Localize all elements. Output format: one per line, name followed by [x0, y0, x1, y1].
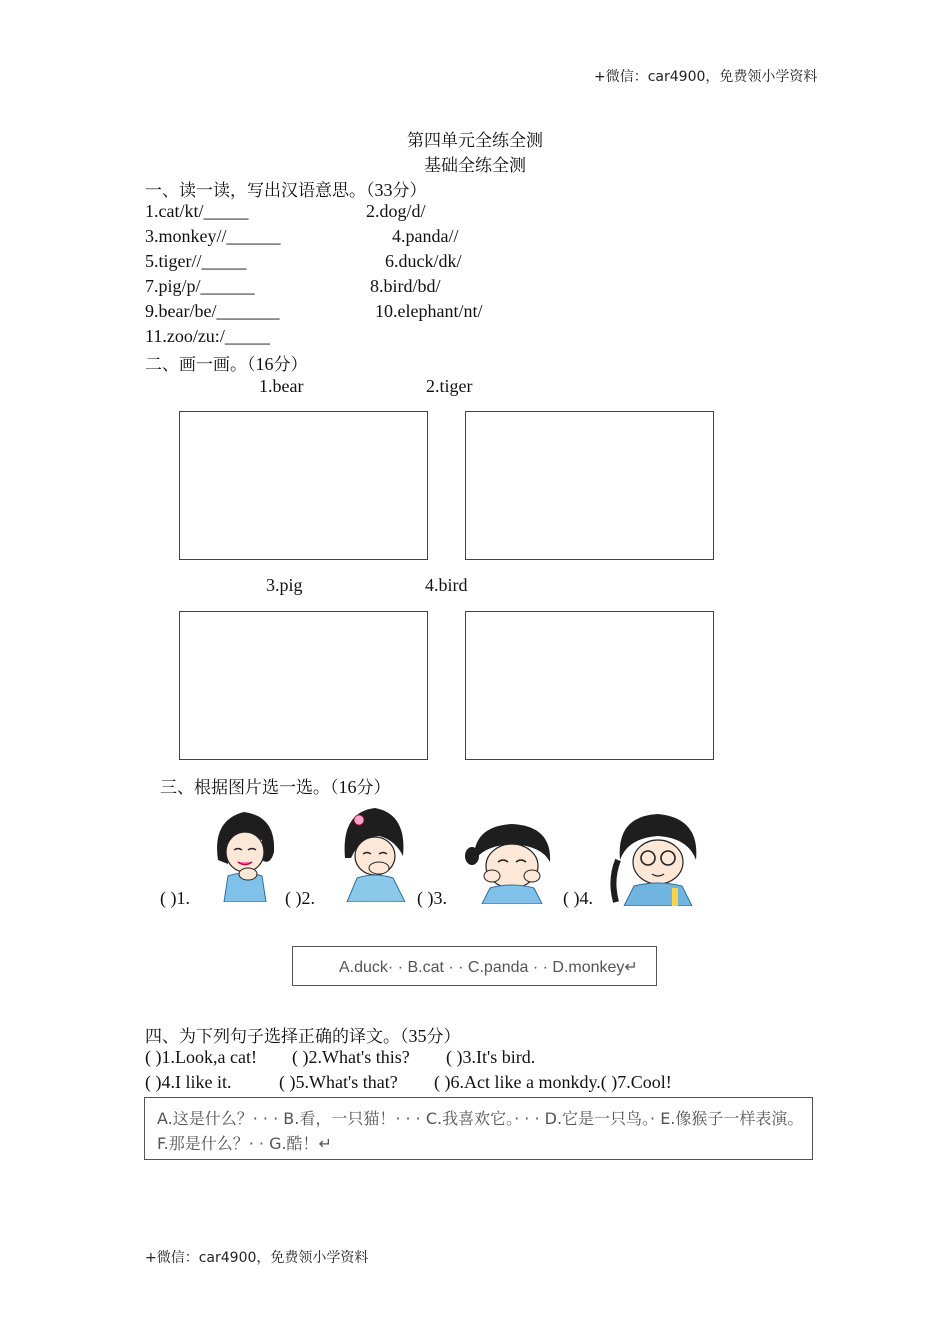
page-title: 第四单元全练全测	[407, 131, 543, 151]
draw-label-pig: 3.pig	[266, 575, 303, 595]
vocab-item-9: 9.bear/be/_______	[145, 301, 280, 321]
girl-figure-3	[462, 820, 562, 904]
watermark-bottom: +微信：car4900，免费领小学资料	[145, 1250, 369, 1266]
sentence-2: ( )2.What's this?	[292, 1047, 410, 1067]
girl-figure-2	[329, 800, 417, 902]
drawing-box-bear[interactable]	[179, 411, 428, 560]
translation-options-box	[144, 1097, 813, 1160]
draw-label-bird: 4.bird	[425, 575, 468, 595]
section2-heading: 二、画一画。（16分）	[145, 354, 308, 375]
draw-label-tiger: 2.tiger	[426, 376, 473, 396]
picture-options-text: A.duck· · B.cat · · C.panda · · D.monkey↵	[339, 959, 638, 976]
translation-options-line2: F.那是什么？· · G.酷！↵	[157, 1134, 332, 1153]
section4-heading: 四、为下列句子选择正确的译文。（35分）	[145, 1026, 461, 1047]
picture-question-3: ( )3.	[417, 888, 447, 908]
vocab-item-8: 8.bird/bd/	[370, 276, 441, 296]
vocab-item-3: 3.monkey//______	[145, 226, 281, 246]
watermark-top: +微信：car4900，免费领小学资料	[594, 69, 818, 85]
sentence-5: ( )5.What's that?	[279, 1072, 398, 1092]
picture-question-1: ( )1.	[160, 888, 190, 908]
picture-question-4: ( )4.	[563, 888, 593, 908]
draw-label-bear: 1.bear	[259, 376, 304, 396]
girl-figure-4	[608, 810, 706, 906]
drawing-box-pig[interactable]	[179, 611, 428, 760]
vocab-item-11: 11.zoo/zu:/_____	[145, 326, 270, 346]
vocab-item-1: 1.cat/kt/_____	[145, 201, 249, 221]
vocab-item-6: 6.duck/dk/	[385, 251, 462, 271]
vocab-item-5: 5.tiger//_____	[145, 251, 247, 271]
vocab-item-7: 7.pig/p/______	[145, 276, 255, 296]
picture-options-box	[292, 946, 657, 986]
translation-options-line1: A.这是什么？· · · B.看，一只猫！· · · C.我喜欢它。· · · D.它是一只鸟。· E.像猴子一样表演。	[157, 1109, 804, 1128]
sentence-1: ( )1.Look,a cat!	[145, 1047, 257, 1067]
vocab-item-10: 10.elephant/nt/	[375, 301, 483, 321]
picture-question-2: ( )2.	[285, 888, 315, 908]
section3-heading: 三、根据图片选一选。（16分）	[160, 777, 391, 798]
vocab-item-4: 4.panda//	[392, 226, 459, 246]
sentence-3: ( )3.It's bird.	[446, 1047, 536, 1067]
sentence-4: ( )4.I like it.	[145, 1072, 232, 1092]
drawing-box-tiger[interactable]	[465, 411, 714, 560]
vocab-item-2: 2.dog/d/	[366, 201, 426, 221]
drawing-box-bird[interactable]	[465, 611, 714, 760]
girl-figure-1	[204, 800, 286, 902]
sentence-6-7: ( )6.Act like a monkdy.( )7.Cool!	[434, 1072, 672, 1092]
section1-heading: 一、读一读，写出汉语意思。（33分）	[145, 180, 427, 201]
page-subtitle: 基础全练全测	[424, 156, 526, 176]
